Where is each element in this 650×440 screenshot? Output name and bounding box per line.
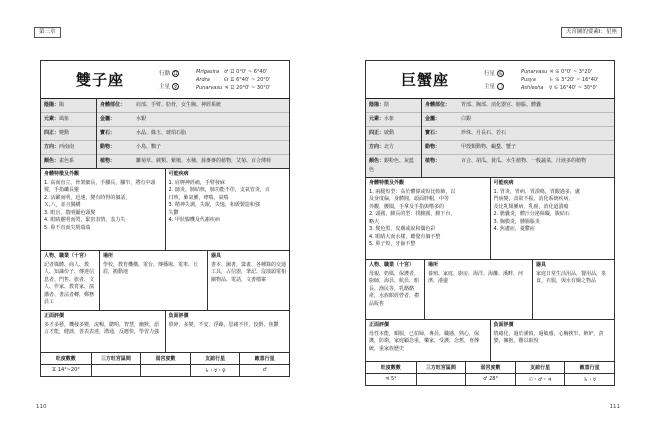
page-number: 111	[609, 404, 620, 410]
possible-diseases: 可能疾病 1. 肩胛神經痛，手臂發麻 2. 師炎、肺結核，肺功能不佳，支氣管炎，百 日咳，肺氣腫，哮喘，氣喘 3. 精神失調，失眠，失憶，和緩製造和強 失鬱 4. 甲狀腺機及代謝疾病	[165, 169, 290, 250]
traits-disease-block	[41, 169, 289, 251]
positive-evaluation: 正面評價 多才多藝，機發多變，流暢，聰明，智慧，幽默，語言才能，健談，善表表達，溝通，反應快，學習力強	[44, 313, 160, 335]
occupation-section: 人物、職業（十宮） 母親、奶媽，保護者，廚師，海員、航員、船長、漁民等，乳酪酪產，水族館經營者，禮品販售	[369, 262, 420, 307]
sign-title: 巨蟹座	[400, 71, 449, 89]
ruler-label: 主星	[484, 84, 496, 90]
right-page	[325, 0, 650, 440]
occupation-block	[41, 251, 289, 311]
gemini-card	[40, 60, 290, 377]
ruler-symbol-icon: ☽	[498, 83, 503, 90]
place-section: 場所 養殖、家庭、廚房、海洋、海灘、溪畔、河濱、港邊	[424, 260, 532, 319]
evaluation-block	[366, 320, 614, 362]
sign-title: 雙子座	[75, 71, 124, 89]
possible-diseases: 可能疾病 1. 胃炎，胃病，胃潰瘍，胃酸過多，盧 門病變，食欲不振，消化系統疾病， 及比乳類腫病，乳癌，消化道潰瘍 2. 膽囊炎，體汁分泌障礙，腹結石 3. 胸膜炎，腫腸脹炎 4. 焦慮症，憂鬱症	[490, 178, 615, 259]
planet-table: 旺度數數 三方旺宮區間 弱宮度數 友誼行星 敵意行星 ♃ 5° ♂ 28° ☉・♂・♃ ♄・☿	[366, 362, 614, 385]
ruler-symbol-icon: ☿	[173, 83, 178, 90]
negative-evaluation: 負面評價 情緒化，過於謹慎，過敏感，心胸狹窄，嫉妒，貪婪，擁抱，難以取悅	[490, 320, 615, 361]
chapter-chip: 第三章	[34, 27, 61, 38]
detail-attributes: 身體部位： 肩部、手臂、肋骨，女生胸、神經系統 金屬： 水銀 寶石： 水晶、綠玉、琥珀石脂 動物： 小鳥、鸚子 植物： 雛菊草、蕨類、紫檀、水桶、蕎麥麥的植物，艾菊、百合薄荷	[97, 99, 289, 168]
nakshatra-item: Punarvasu ♃ ♋ 0°0' ~ 3°20'	[521, 68, 593, 75]
nakshatra-item: Ashlesha ☿ ♋ 16°40' ~ 30°0'	[521, 84, 598, 91]
mode-symbol-icon: ♊	[173, 70, 178, 77]
cancer-card	[365, 60, 615, 386]
body-traits: 身體特徵及外觀 1. 兩腿短型：高於體偉或短比較肺，以 及身度偏，身體圓，頭面胖帽，中等 外觀，腰闊，手拿及手指與嗜多的 2. 頭圓，臉長的型：找臉圓，臉下台， 略大 3. 髮色黑，皮膚或說和偶色彩 4. 眼睛大而水樣，聽覺有個不整 5. 鼻子短，牙齒不整	[369, 180, 456, 247]
card-header	[366, 61, 614, 99]
item-section: 器具 書本、圖書，籌畫、各種錄的交通工具，占信器，筆記、沒演頭電相關物品、電話，文書檔案	[207, 251, 289, 310]
nakshatra-item: Ardra ☊ ♊ 6°40' ~ 20°0'	[196, 76, 271, 83]
chapter-chip: 天宮圖的要素Ⅰ：星座	[561, 27, 622, 38]
item-section: 器具 家庭日常生活用品，餐用品，茶食，衣服，與水有關之物品	[532, 260, 614, 319]
attributes-block	[41, 99, 289, 169]
nakshatra-item: Punarvasu ♃ ♊ 20°0' ~ 30°0'	[196, 84, 271, 91]
sign-symbols	[159, 61, 193, 98]
positive-evaluation: 正面評價 母性本能，順服，已拍婦，專員，職感，熟心，保護，防衛，家庭顧念重，樂家，受護，念舊，喜傳統，重家族歷史	[369, 322, 480, 352]
evaluation-block	[41, 311, 289, 353]
basic-attributes: 陰陽：陰 元素：水象 四正：啟動 方向：北方 顏色：銀粉色、灰藍色	[366, 99, 422, 177]
occupation-block	[366, 260, 614, 320]
mode-label: 行動	[159, 71, 171, 77]
nakshatra-list	[193, 61, 289, 98]
place-section: 場所 學校、教育機構、電台、傳播場、電車、丘眉，搬動地	[99, 251, 207, 310]
ruler-label: 主星	[159, 84, 171, 90]
nakshatra-item: Mrigasira ♂ ♊ 0°0' ~ 6°40'	[196, 68, 268, 75]
body-traits: 身體特徵及外觀 1. 高而直立，骨架細長，手腳長，腳窄，將有中頭髮，手指纖長靈 2. 活躍而明，迅速，變有時得的個話， Ｘ,八，並且獨構 3. 眼盲，散明顯色頭髮 4. 眼睛靈明而閃，緊密表情，表力失 5. 鼻不直而尖削端端	[44, 171, 156, 231]
planet-table: 旺度數數 三方旺宮區間 弱宮度數 友誼行星 敵意行星 ♊ 14°~20° ♄・☿・♀ ♂	[41, 353, 289, 376]
attributes-block	[366, 99, 614, 178]
mode-symbol-icon: ♋	[498, 70, 503, 77]
occupation-section: 人物、職業（十宮） 記者媒體、商人、教人、知識份子、傳達信息者、門售、旅者、文人、作家、教育家、演講者、書法者轉，郵務員工	[44, 253, 95, 305]
basic-attributes: 陰陽：陽 元素：風象 四正：變動 方向：西南南 顏色：雀色系	[41, 99, 97, 168]
traits-disease-block	[366, 178, 614, 260]
card-header	[41, 61, 289, 99]
page-number: 110	[36, 404, 47, 410]
negative-evaluation: 負面評價 瑣碎、多變，不安，浮躁，思緒不佳，狡猾，焦鬱	[165, 311, 290, 352]
detail-attributes: 身體部位： 胃部、胸部、消化器官、膀脹、體囊 金屬： 白銀 寶石： 珍珠、月長石、若石 動物： 甲殼類動物、蝸蝥、蟹子 植物： 百合、胡瓜、黃瓜、水生植物、一般蔬菜，汁液多的植物	[422, 99, 614, 177]
nakshatra-item: Pusya ♄ ♋ 3°20' ~ 16°40'	[521, 76, 599, 83]
nakshatra-list	[518, 61, 614, 98]
sign-symbols	[484, 61, 518, 98]
mode-label: 行星	[484, 71, 496, 77]
